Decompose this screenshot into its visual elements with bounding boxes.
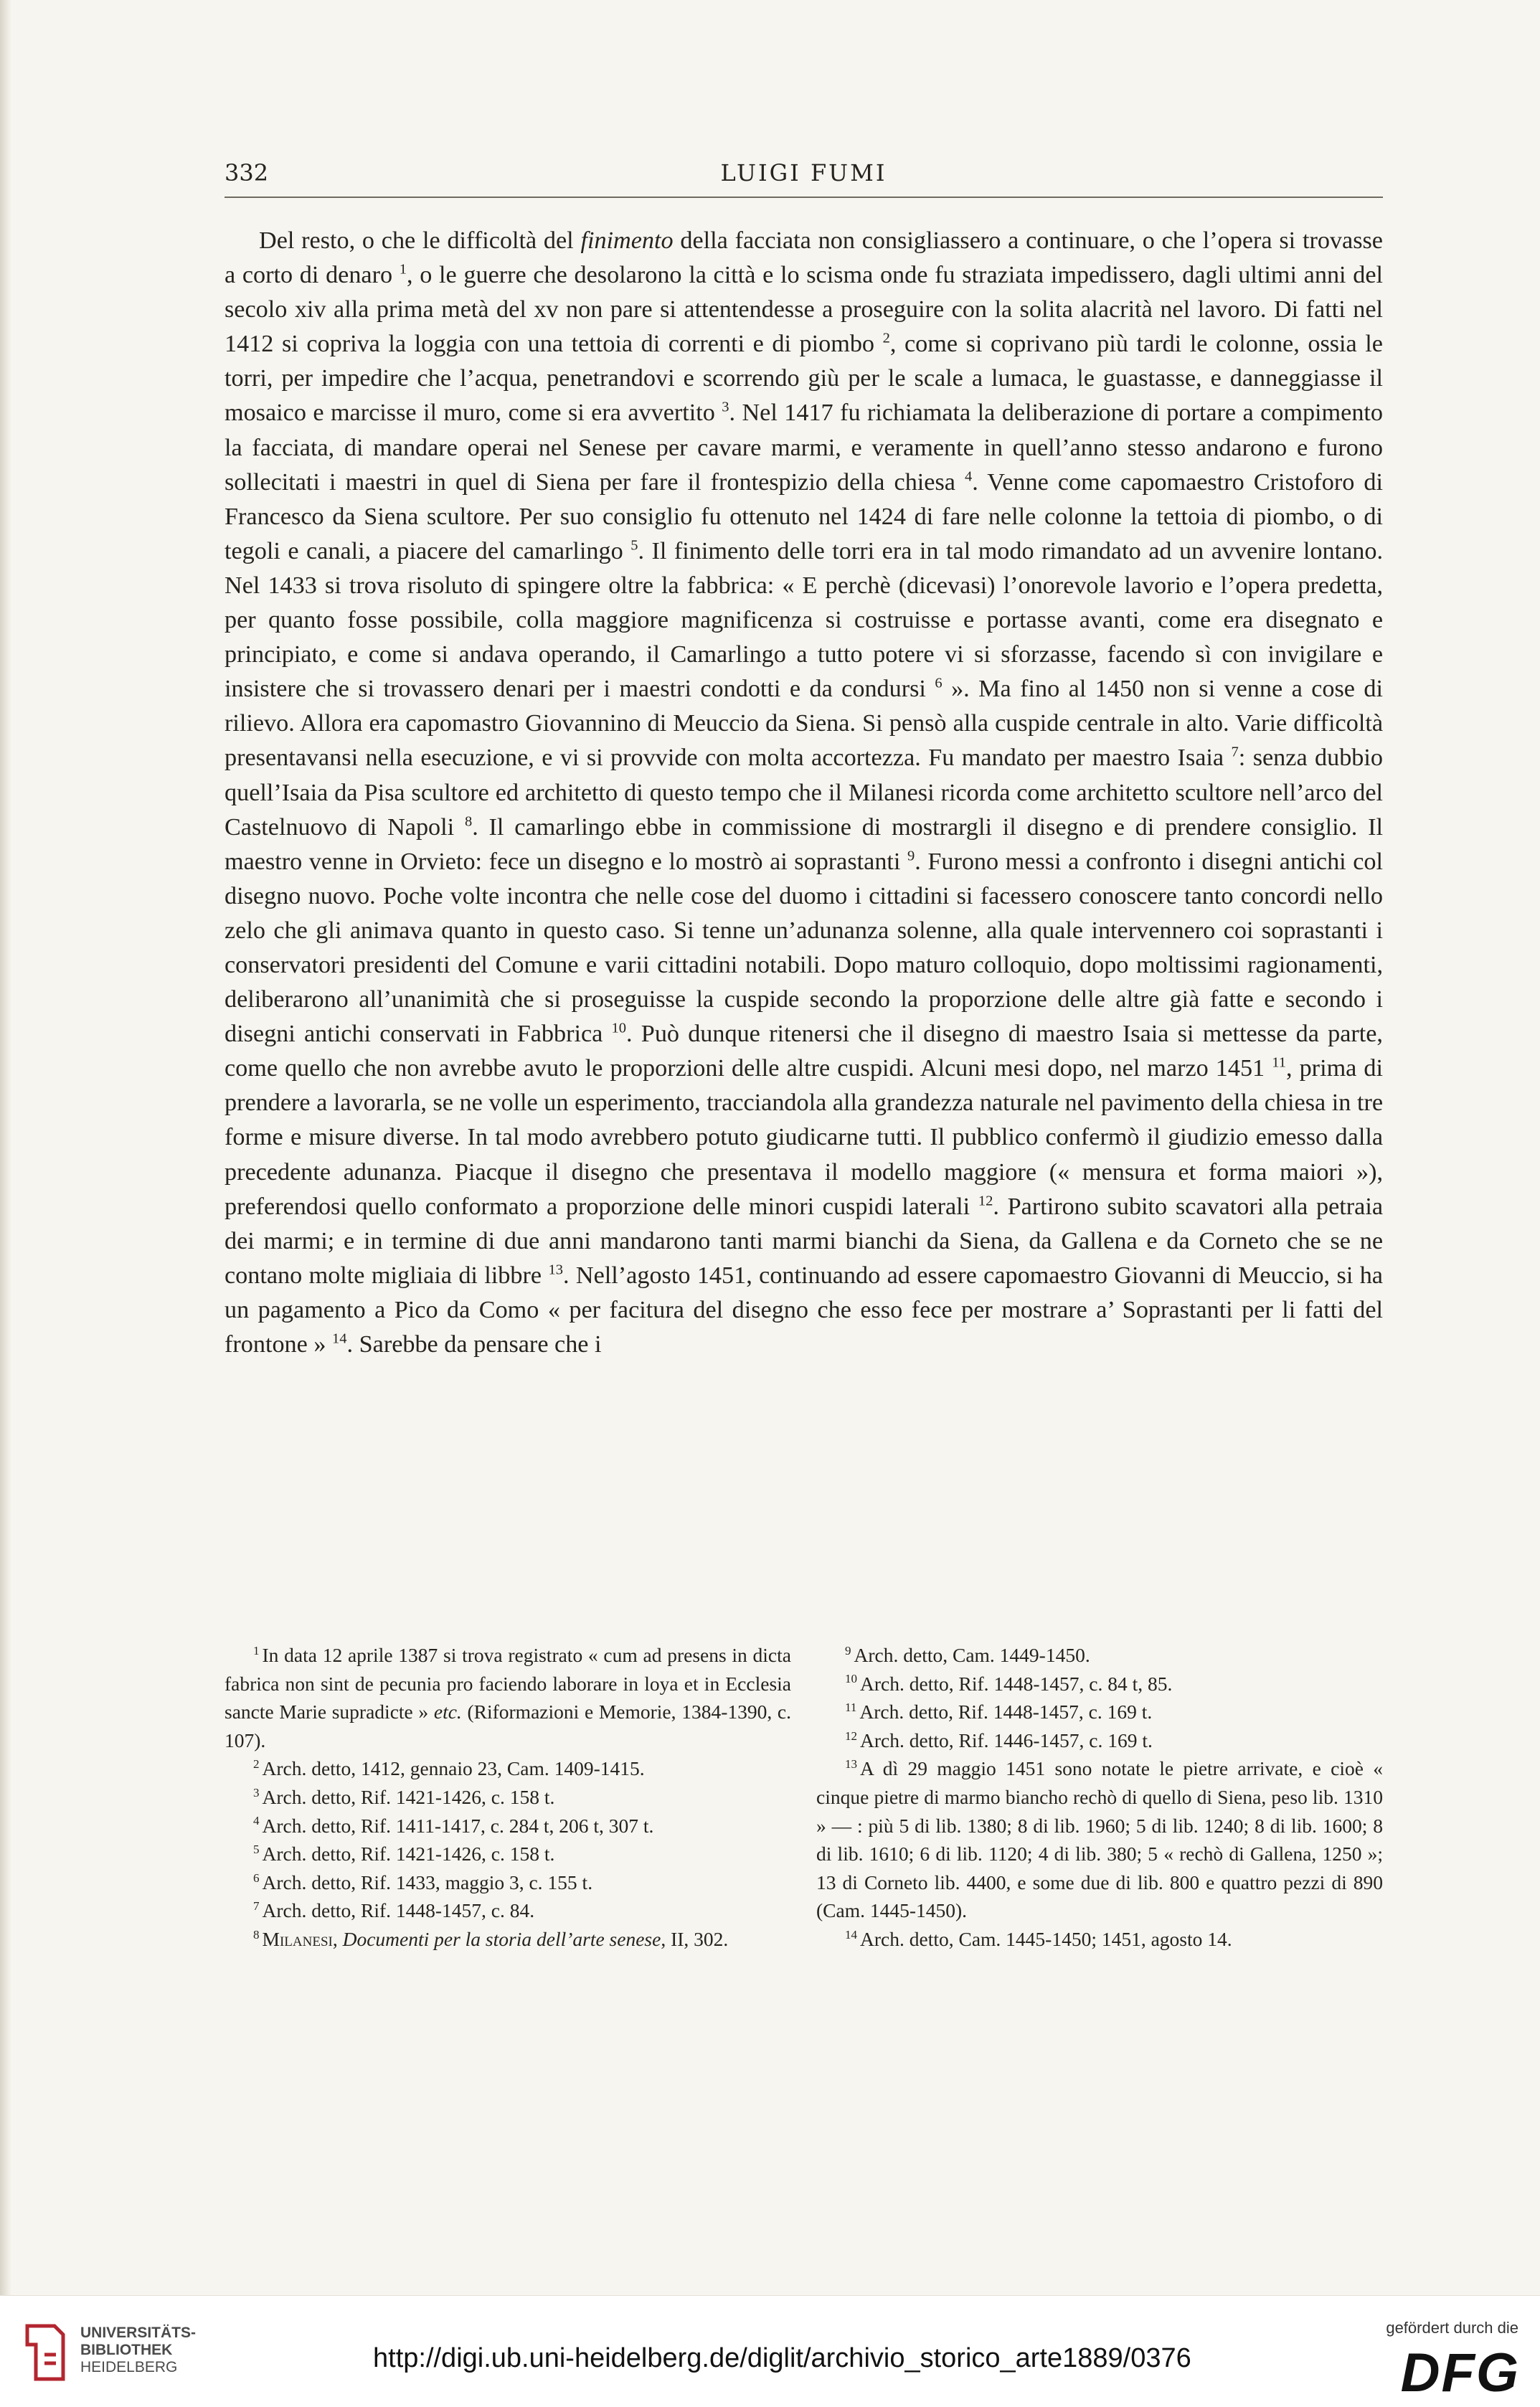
footnote-ref: 4 (965, 468, 973, 485)
footnote-ref: 5 (630, 537, 638, 554)
footnote: $^{14}$ Arch. detto, Cam. 1445-1450; 1451, agosto 14. (845, 1927, 1232, 1950)
footnote-ref: 3 (722, 399, 729, 416)
footnote-ref: 11 (1272, 1054, 1286, 1071)
page-number: 332 (225, 159, 269, 186)
digitization-footer (0, 2295, 1540, 2407)
library-logo-icon (23, 2323, 67, 2382)
footnote: $^{10}$ Arch. detto, Rif. 1448-1457, c. 84 t, 85. (845, 1672, 1173, 1695)
dfg-logo: DFG (1400, 2342, 1520, 2403)
page-edge-shadow (0, 0, 11, 2295)
running-head: LUIGI FUMI (720, 159, 887, 186)
footnote: $^3$ Arch. detto, Rif. 1421-1426, c. 158 t. (253, 1785, 555, 1808)
paragraph: Del resto, o che le difficoltà del finimento della facciata non consigliassero a continuare, o che l’opera si trovasse a corto di denaro $^1$, o le guerre che desolarono la città e lo scisma onde fu straziata impedissero, dagli ultimi anni del secolo xiv alla prima metà del xv non pare si attentendesse a proseguire con la solita alacrità nel lavoro. Di fatti nel 1412 si copriva la loggia con una tettoia di correnti e di piombo $^2$, come si coprivano più tardi le colonne, ossia le torri, per impedire che l’acqua, penetrandovi e scorrendo giù per le scale a lumaca, le guastasse, e danneggiasse il mosaico e marcisse il muro, come si era avvertito $^3$. Nel 1417 fu richiamata la deliberazione di portare a compimento la facciata, di mandare operai nel Senese per cavare marmi, e veramente in quell’anno stesso andarono e furono sollecitati i maestri in quel di Siena per fare il frontespizio della chiesa $^4$. Venne come capomaestro Cristoforo di Francesco da Siena scultore. Per suo consiglio fu ottenuto nel 1424 di fare nelle colonne la tettoia di piombo, o di tegoli e canali, a piacere del camarlingo $^5$. Il finimento delle torri era in tal modo rimandato ad un avvenire lontano. Nel 1433 si trova risoluto di spingere oltre la fabbrica: « E perchè (dicevasi) l’onorevole lavorio e l’opera predetta, per quanto fosse possibile, colla maggiore magnificenza si costruisse e portasse avanti, come era disegnato e principiato, e come si andava operando, il Camarlingo a tutto potere vi si sforzasse, facendo sì con invigilare e insistere che si trovassero denari per i maestri condotti e da condursi $^6$ ». Ma fino al 1450 non si venne a cose di rilievo. Allora era capomastro Giovannino di Meuccio da Siena. Si pensò alla cuspide centrale in alto. Varie difficoltà presentavansi nella esecuzione, e vi si provvide con molta accortezza. Fu mandato per maestro Isaia $^7$: senza dubbio quell’Isaia da Pisa scultore ed architetto di questo tempo che il Milanesi ricorda come architetto scultore nell’arco del Castelnuovo di Napoli $^8$. Il camarlingo ebbe in commissione di mostrargli il disegno e di prendere consiglio. Il maestro venne in Orvieto: fece un disegno e lo mostrò ai soprastanti $^9$. Furono messi a confronto i disegni antichi col disegno nuovo. Poche volte incontra che nelle cose del duomo i cittadini si facessero conoscere tanto concordi nello zelo che gli animava quanto in questo caso. Si tenne un’adunanza solenne, alla quale intervennero coi soprastanti i conservatori presidenti del Comune e varii cittadini notabili. Dopo maturo colloquio, dopo moltissimi ragionamenti, deliberarono all’unanimità che si proseguisse la cuspide secondo la proporzione delle altre già fatte e secondo i disegni antichi conservati in Fabbrica $^{10}$. Può dunque ritenersi che il disegno di maestro Isaia si mettesse da parte, come quello che non avrebbe avuto le proporzioni delle altre cuspidi. Alcuni mesi dopo, nel marzo 1451 $^{11}$, prima di prendere a lavorarla, se ne volle un esperimento, tracciandola alla grandezza naturale nel pavimento della chiesa in tre forme e misure diverse. In tal modo avrebbero potuto giudicarne tutti. Il pubblico confermò il giudizio emesso dalla precedente adunanza. Piacque il disegno che presentava il modello maggiore (« mensura et forma maiori »), preferendosi quello conformato a proporzione delle minori cuspidi laterali $^{12}$. Partirono subito scavatori alla petraia dei marmi; e in termine di due anni mandarono tanti marmi bianchi da Siena, da Gallena e da Corneto che se ne contano molte migliaia di libbre $^{13}$. Nell’agosto 1451, continuando ad essere capomaestro Giovanni di Meuccio, si ha un pagamento a Pico da Como « per facitura del disegno che esso fece per mostrare a’ Soprastanti per li fatti del frontone » $^{14}$. Sarebbe da pensare che i (225, 227, 1384, 1358)
footnote: $^{12}$ Arch. detto, Rif. 1446-1457, c. 169 t. (845, 1729, 1153, 1751)
header-rule (225, 197, 1383, 198)
footnote-ref: 6 (935, 675, 943, 691)
footnote-ref: 7 (1231, 744, 1239, 761)
footnote: $^{11}$ Arch. detto, Rif. 1448-1457, c. 169 t. (845, 1701, 1153, 1723)
footnote-ref: 8 (464, 813, 473, 830)
funded-by-label: gefördert durch die (1386, 2319, 1518, 2337)
footnote: $^9$ Arch. detto, Cam. 1449-1450. (845, 1643, 1090, 1666)
footnote-ref: 9 (907, 848, 915, 864)
source-url-link[interactable]: http://digi.ub.uni-heidelberg.de/diglit/archivio_storico_arte1889/0376 (373, 2343, 1191, 2373)
footnote: $^4$ Arch. detto, Rif. 1411-1417, c. 284 t, 206 t, 307 t. (253, 1814, 654, 1837)
footnote: $^2$ Arch. detto, 1412, gennaio 23, Cam. 1409-1415. (253, 1757, 645, 1780)
footnote: $^5$ Arch. detto, Rif. 1421-1426, c. 158 t. (253, 1843, 555, 1865)
italic-term: finimento (580, 227, 674, 254)
library-name: UNIVERSITÄTS- BIBLIOTHEK HEIDELBERG (80, 2325, 197, 2375)
footnote-ref: 2 (882, 330, 890, 346)
footnote: $^{13}$ A dì 29 maggio 1451 sono notate le pietre arrivate, e cioè « cinque pietre di marmo biancho rechò di quello di Siena, peso lib. 1310 » — : più 5 di lib. 1380; 8 di lib. 1960; 5 di lib. 1240; 8 di lib. 1600; 8 di lib. 1610; 6 di lib. 1120; 4 di lib. 380; 5 « rechò di Gallena, 1250 »; 13 di Corneto lib. 4400, e some due di lib. 800 e quattro pezzi di 890 (Cam. 1445-1450). (816, 1757, 1383, 1922)
footnote: $^1$ In data 12 aprile 1387 si trova registrato « cum ad presens in dicta fabrica non sint de pecunia pro faciendo laborare in loya et in Ecclesia sancte Marie supradicte » etc. (Riformazioni e Memorie, 1384-1390, c. 107). (225, 1643, 791, 1751)
page-header (225, 155, 1383, 198)
footnote-ref: 13 (548, 1262, 563, 1278)
main-text (225, 224, 1383, 1362)
footnote-ref: 1 (399, 261, 407, 278)
footnote: $^8$ Milanesi, Documenti per la storia dell’arte senese, II, 302. (253, 1927, 729, 1950)
footnote: $^6$ Arch. detto, Rif. 1433, maggio 3, c. 155 t. (253, 1871, 593, 1893)
footnote-ref: 12 (978, 1193, 993, 1209)
footnote: $^7$ Arch. detto, Rif. 1448-1457, c. 84. (253, 1899, 535, 1922)
footnotes-left-column (225, 1641, 791, 1954)
footnote-ref: 10 (611, 1020, 627, 1036)
footnote-ref: 14 (332, 1330, 347, 1347)
footnotes-right-column (816, 1641, 1383, 1954)
